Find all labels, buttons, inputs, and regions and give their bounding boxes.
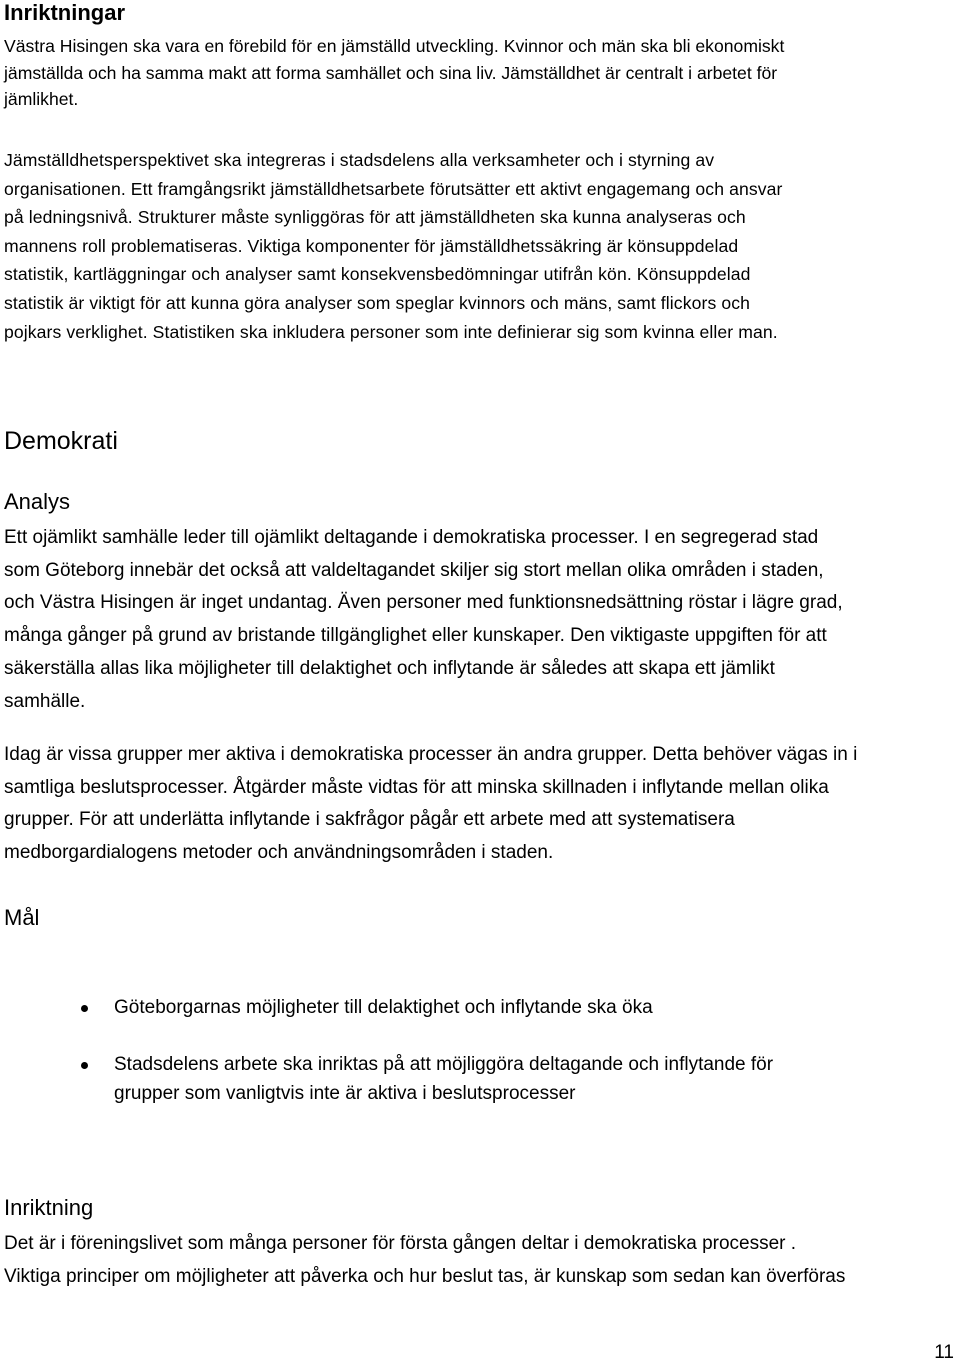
intro-paragraph-1 bbox=[4, 33, 784, 113]
text-line: organisationen. Ett framgångsrikt jämställdhetsarbete förutsätter ett aktivt engagemang och ansvar bbox=[4, 178, 783, 199]
text-line: Ett ojämlikt samhälle leder till ojämlikt deltagande i demokratiska processer. I en segregerad stad bbox=[4, 527, 819, 548]
text-line: många gånger på grund av bristande tillgänglighet eller kunskaper. Den viktigaste uppgiften för att bbox=[4, 625, 827, 647]
text-line: grupper. För att underlätta inflytande i sakfrågor pågår ett arbete med att systematisera bbox=[4, 809, 735, 831]
text-line: säkerställa allas lika möjligheter till delaktighet och inflytande är således att skapa ett jämlikt bbox=[4, 657, 775, 679]
text-line: statistik, kartläggningar och analyser samt konsekvensbedömningar utifrån kön. Könsuppdelad bbox=[4, 264, 751, 285]
list-item-text: Göteborgarnas möjligheter till delaktighet och inflytande ska öka bbox=[114, 997, 653, 1018]
heading-inriktningar: Inriktningar bbox=[4, 0, 126, 25]
heading-inriktning: Inriktning bbox=[4, 1195, 94, 1220]
text-line: Idag är vissa grupper mer aktiva i demokratiska processer än andra grupper. Detta behöver vägas in i bbox=[4, 744, 858, 765]
page-number: 11 bbox=[934, 1342, 954, 1363]
text-line: medborgardialogens metoder och användningsområden i staden. bbox=[4, 842, 554, 864]
heading-mal: Mål bbox=[4, 905, 40, 930]
text-line: pojkars verklighet. Statistiken ska inkludera personer som inte definierar sig som kvinna eller man. bbox=[4, 321, 778, 342]
analys-paragraph-2 bbox=[4, 739, 954, 870]
text-line: och Västra Hisingen är inget undantag. Även personer med funktionsnedsättning röstar i lägre grad, bbox=[4, 592, 843, 614]
text-line: Det är i föreningslivet som många personer för första gången deltar i demokratiska processer . bbox=[4, 1233, 797, 1254]
text-line: på ledningsnivå. Strukturer måste synliggöras för att jämställdheten ska kunna analyseras och bbox=[4, 207, 746, 228]
list-item bbox=[114, 1051, 914, 1108]
text-line: jämlikhet. bbox=[4, 89, 79, 109]
text-line: mannens roll problematiseras. Viktiga komponenter för jämställdhetssäkring är könsuppdelad bbox=[4, 235, 739, 256]
heading-demokrati: Demokrati bbox=[4, 427, 118, 455]
text-line: Viktiga principer om möjligheter att påverka och hur beslut tas, är kunskap som sedan kan överföras bbox=[4, 1265, 846, 1287]
inriktning-paragraph bbox=[4, 1228, 954, 1293]
text-line: jämställda och ha samma makt att forma samhället och sina liv. Jämställdhet är centralt i arbetet för bbox=[4, 62, 778, 83]
list-item bbox=[114, 994, 914, 1023]
text-line: samtliga beslutsprocesser. Åtgärder måste vidtas för att minska skillnaden i inflytande mellan olika bbox=[4, 776, 829, 798]
intro-paragraph-2 bbox=[4, 146, 944, 346]
bullet-icon bbox=[81, 1062, 88, 1069]
analys-paragraph-1 bbox=[4, 522, 954, 718]
text-line: Västra Hisingen ska vara en förebild för en jämställd utveckling. Kvinnor och män ska bli ekonomiskt bbox=[4, 36, 785, 56]
text-line: samhälle. bbox=[4, 690, 86, 712]
text-line: som Göteborg innebär det också att valdeltagandet skiljer sig stort mellan olika områden i staden, bbox=[4, 559, 824, 581]
bullet-icon bbox=[81, 1005, 88, 1012]
text-line: statistik är viktigt för att kunna göra analyser som speglar kvinnors och mäns, samt flickors och bbox=[4, 292, 750, 313]
text-line: Jämställdhetsperspektivet ska integreras i stadsdelens alla verksamheter och i styrning av bbox=[4, 150, 715, 170]
list-item-text: grupper som vanligtvis inte är aktiva i beslutsprocesser bbox=[114, 1082, 576, 1104]
list-item-text: Stadsdelens arbete ska inriktas på att möjliggöra deltagande och inflytande för bbox=[114, 1054, 774, 1075]
heading-analys: Analys bbox=[4, 489, 71, 514]
